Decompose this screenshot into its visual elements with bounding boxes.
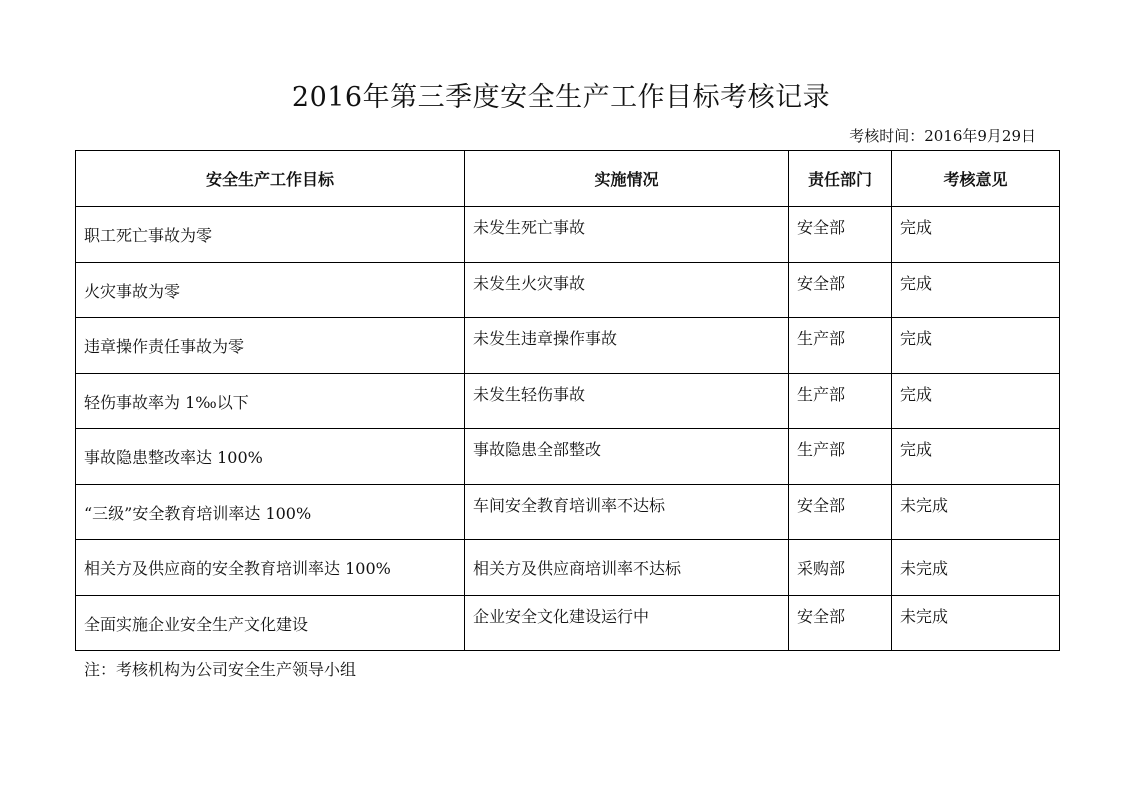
status-cell: 事故隐患全部整改 <box>465 429 789 485</box>
status-cell: 车间安全教育培训率不达标 <box>465 484 789 540</box>
opinion-cell: 完成 <box>892 429 1060 485</box>
status-cell: 企业安全文化建设运行中 <box>465 595 789 651</box>
status-cell: 未发生死亡事故 <box>465 207 789 263</box>
goal-cell: 违章操作责任事故为零 <box>76 318 465 374</box>
table-row <box>76 262 1060 318</box>
assessment-date: 考核时间：2016年9月29日 <box>849 127 1036 145</box>
department-cell: 采购部 <box>789 540 892 596</box>
goal-cell: 职工死亡事故为零 <box>76 207 465 263</box>
table-row <box>76 207 1060 263</box>
goal-cell: “三级”安全教育培训率达 100% <box>76 484 465 540</box>
table-header-row <box>76 151 1060 207</box>
department-cell: 安全部 <box>789 207 892 263</box>
opinion-cell: 未完成 <box>892 540 1060 596</box>
table-row <box>76 373 1060 429</box>
department-cell: 安全部 <box>789 595 892 651</box>
goal-cell: 相关方及供应商的安全教育培训率达 100% <box>76 540 465 596</box>
goal-cell: 轻伤事故率为 1‰以下 <box>76 373 465 429</box>
status-cell: 相关方及供应商培训率不达标 <box>465 540 789 596</box>
table-row <box>76 429 1060 485</box>
table-row <box>76 484 1060 540</box>
department-cell: 生产部 <box>789 373 892 429</box>
status-cell: 未发生违章操作事故 <box>465 318 789 374</box>
opinion-cell: 完成 <box>892 207 1060 263</box>
opinion-cell: 完成 <box>892 373 1060 429</box>
table-row <box>76 595 1060 651</box>
department-cell: 安全部 <box>789 262 892 318</box>
department-cell: 生产部 <box>789 318 892 374</box>
department-cell: 安全部 <box>789 484 892 540</box>
document-title: 2016年第三季度安全生产工作目标考核记录 <box>291 82 831 113</box>
status-cell: 未发生轻伤事故 <box>465 373 789 429</box>
header-status: 实施情况 <box>465 151 789 207</box>
assessment-table <box>75 150 1060 651</box>
opinion-cell: 完成 <box>892 262 1060 318</box>
opinion-cell: 未完成 <box>892 484 1060 540</box>
opinion-cell: 未完成 <box>892 595 1060 651</box>
goal-cell: 事故隐患整改率达 100% <box>76 429 465 485</box>
header-department: 责任部门 <box>789 151 892 207</box>
status-cell: 未发生火灾事故 <box>465 262 789 318</box>
goal-cell: 全面实施企业安全生产文化建设 <box>76 595 465 651</box>
goal-cell: 火灾事故为零 <box>76 262 465 318</box>
header-opinion: 考核意见 <box>892 151 1060 207</box>
opinion-cell: 完成 <box>892 318 1060 374</box>
table-row <box>76 318 1060 374</box>
department-cell: 生产部 <box>789 429 892 485</box>
footnote: 注：考核机构为公司安全生产领导小组 <box>84 660 357 679</box>
header-goal: 安全生产工作目标 <box>76 151 465 207</box>
table-row <box>76 540 1060 596</box>
